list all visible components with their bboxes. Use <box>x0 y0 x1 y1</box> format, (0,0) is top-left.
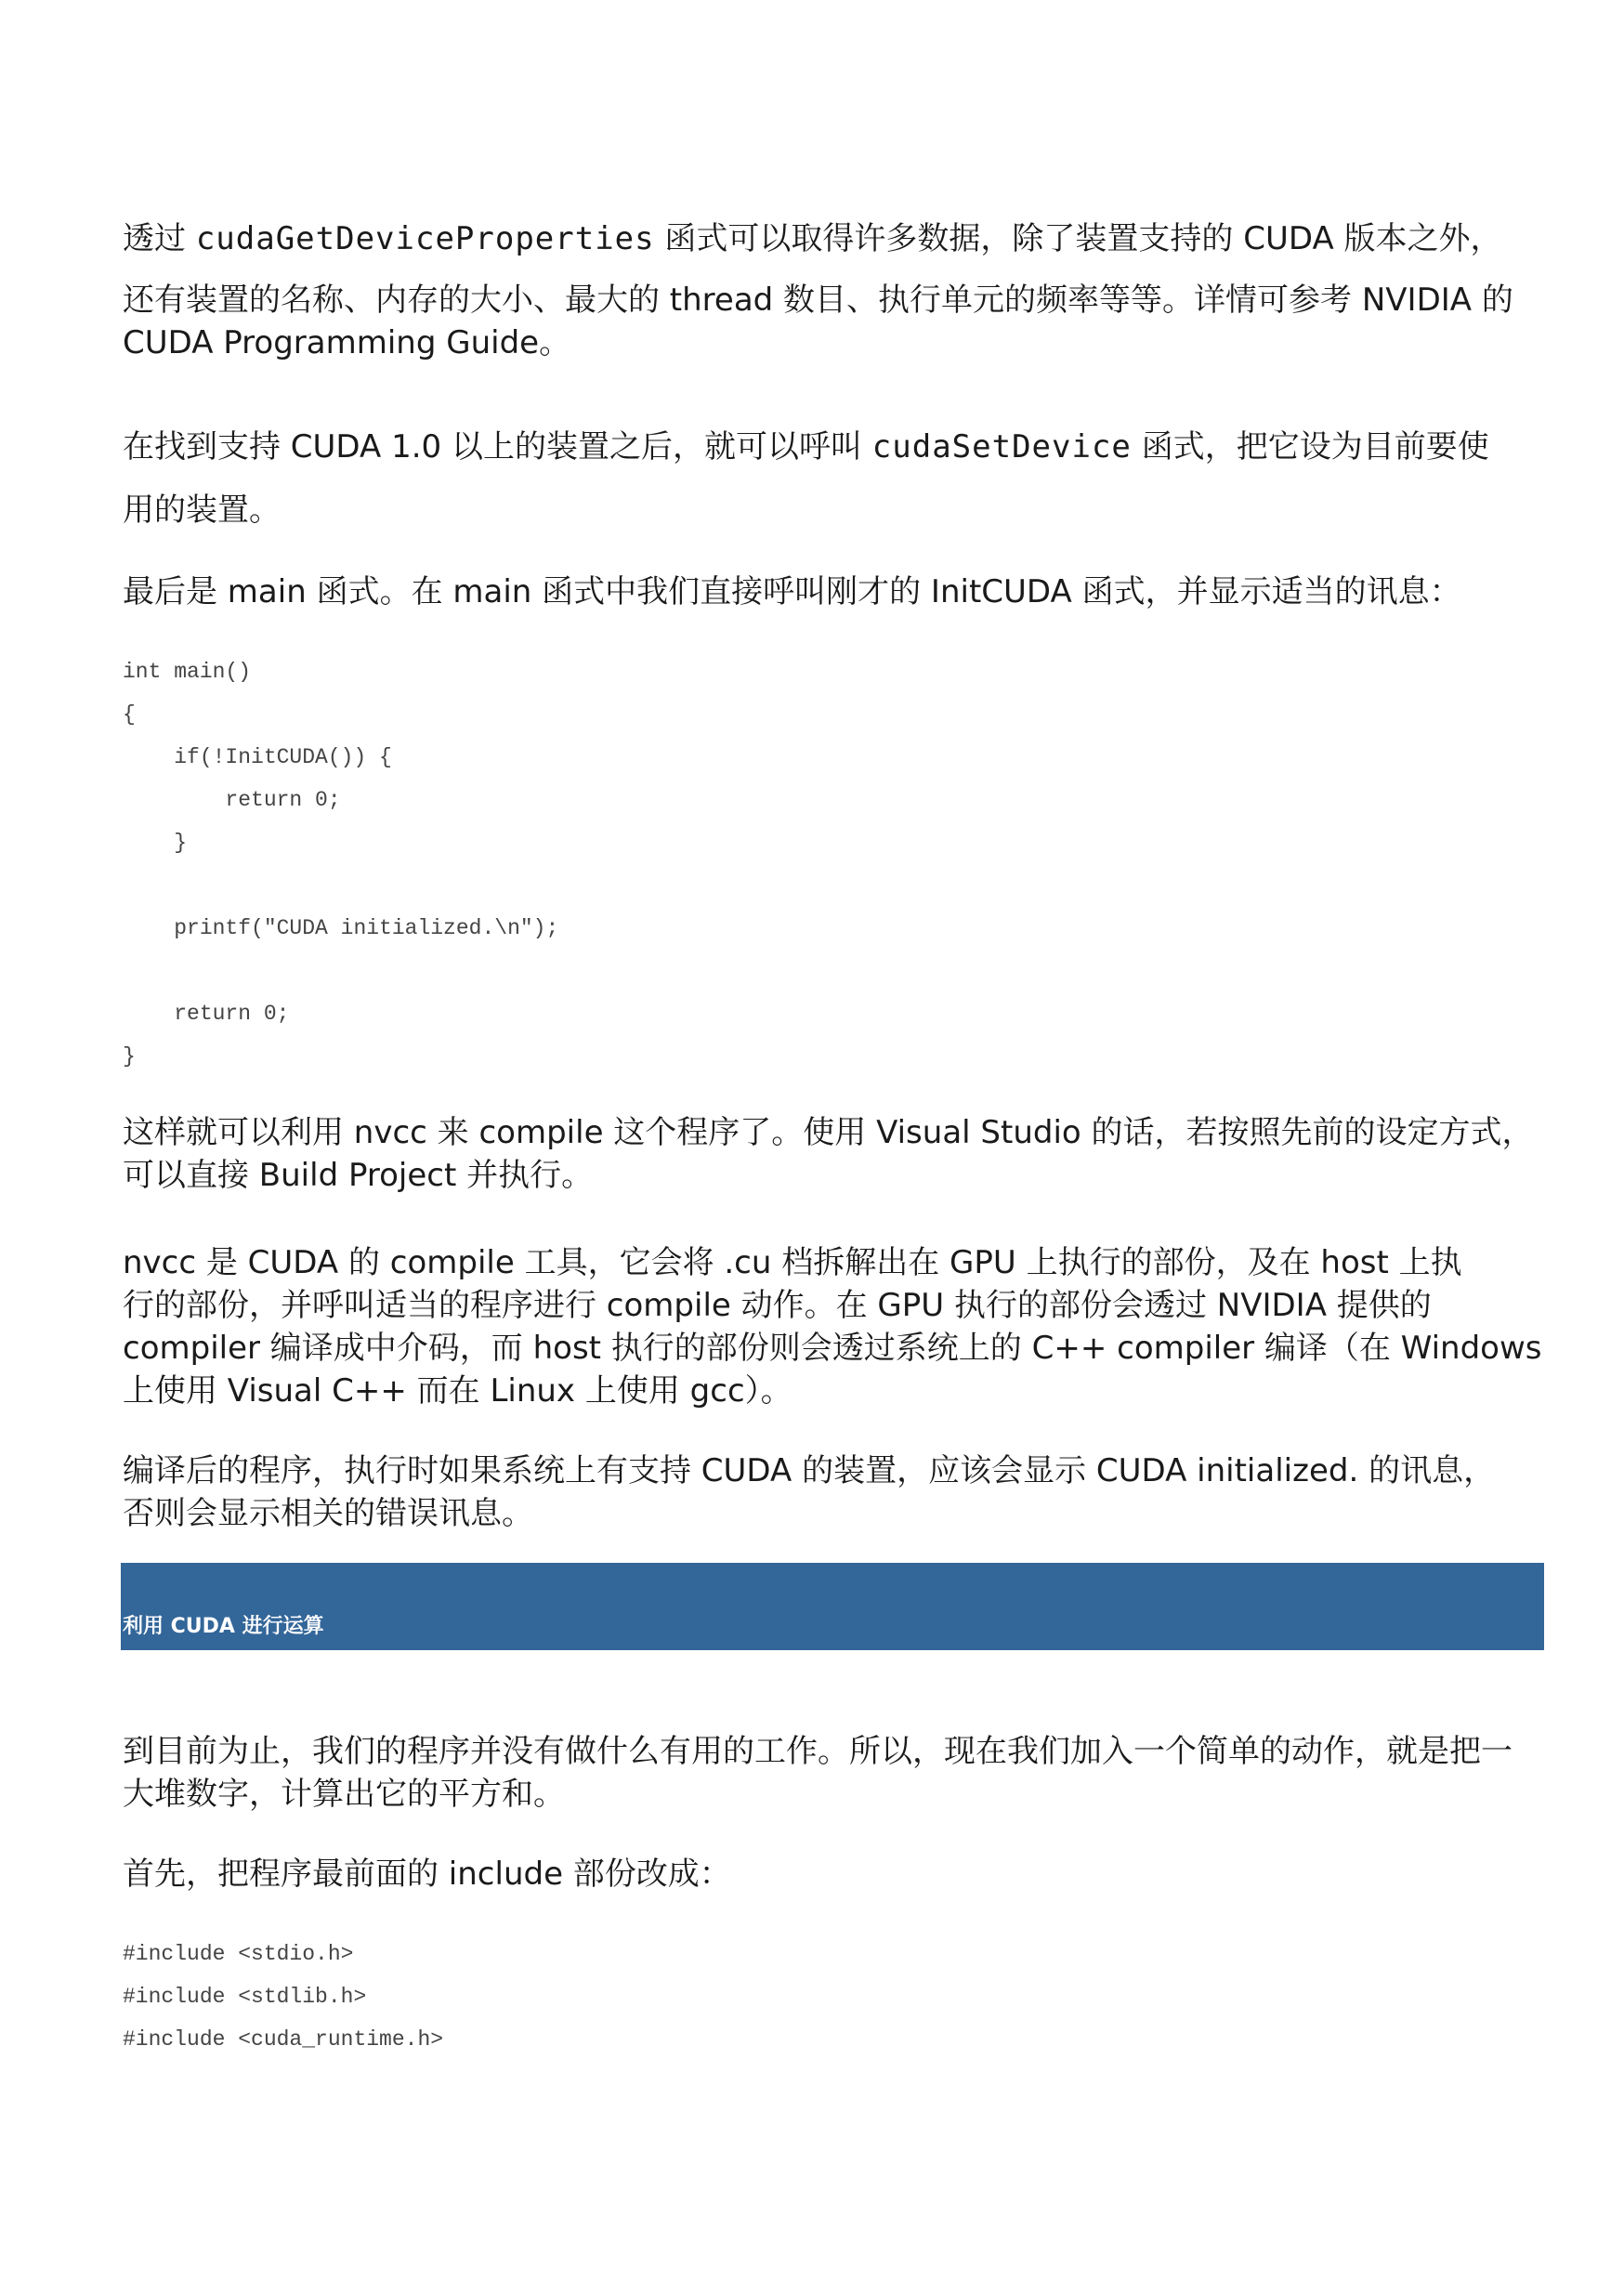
section-header-banner <box>121 1563 1544 1650</box>
code-line: #include <stdio.h> <box>123 1942 354 1966</box>
section-title: 利用 CUDA 进行运算 <box>123 1615 324 1638</box>
code-line: { <box>123 702 136 727</box>
text-line: 否则会显示相关的错误讯息。 <box>123 1495 533 1532</box>
paragraph-nvcc-compile <box>123 1111 1544 1197</box>
text-segment: 透过 <box>123 220 196 257</box>
code-line: #include <stdlib.h> <box>123 1985 367 2009</box>
text-line: 大堆数字，计算出它的平方和。 <box>123 1776 565 1813</box>
text-line: compiler 编译成中介码，而 host 执行的部份则会透过系统上的 C++ compiler 编译（在 Windows <box>123 1330 1542 1367</box>
text-line: 这样就可以利用 nvcc 来 compile 这个程序了。使用 Visual Studio 的话，若按照先前的设定方式， <box>123 1114 1534 1151</box>
text-line: 编译后的程序，执行时如果系统上有支持 CUDA 的装置，应该会显示 CUDA initialized. 的讯息， <box>123 1452 1496 1489</box>
paragraph-device-properties <box>123 217 1544 260</box>
text-segment: 函式可以取得许多数据，除了装置支持的 CUDA 版本之外， <box>654 220 1502 257</box>
text-line: 最后是 main 函式。在 main 函式中我们直接呼叫刚才的 InitCUDA 函式，并显示适当的讯息： <box>123 573 1461 610</box>
code-block-includes <box>123 1933 443 2061</box>
code-line: if(!InitCUDA()) { <box>123 745 392 769</box>
code-line: return 0; <box>123 1002 290 1026</box>
paragraph-device-properties-line2 <box>123 279 1544 364</box>
text-line: nvcc 是 CUDA 的 compile 工具，它会将 .cu 档拆解出在 GPU 上执行的部份，及在 host 上执 <box>123 1244 1462 1281</box>
text-segment: 函式，把它设为目前要使 <box>1131 428 1489 466</box>
text-line: 首先，把程序最前面的 include 部份改成： <box>123 1856 731 1893</box>
code-line: int main() <box>123 660 252 684</box>
code-line: } <box>123 1044 136 1069</box>
paragraph-compiled-program <box>123 1449 1544 1535</box>
text-line: 上使用 Visual C++ 而在 Linux 上使用 gcc）。 <box>123 1372 792 1410</box>
paragraph-sum-of-squares <box>123 1730 1544 1816</box>
text-line: 到目前为止，我们的程序并没有做什么有用的工作。所以，现在我们加入一个简单的动作，就是把一 <box>123 1733 1513 1770</box>
code-line: return 0; <box>123 788 341 812</box>
inline-code-cudaSetDevice: cudaSetDevice <box>871 428 1132 466</box>
code-line: #include <cuda_runtime.h> <box>123 2027 444 2052</box>
paragraph-set-device <box>123 426 1544 468</box>
text-line: 用的装置。 <box>123 492 281 529</box>
text-line: 还有装置的名称、内存的大小、最大的 thread 数目、执行单元的频率等等。详情可参考 NVIDIA 的 <box>123 282 1513 319</box>
code-line: printf("CUDA initialized.\n"); <box>123 916 559 940</box>
paragraph-main-function <box>123 570 1544 613</box>
paragraph-set-device-line2 <box>123 489 1544 531</box>
paragraph-nvcc-explanation <box>123 1241 1544 1412</box>
inline-code-cudaGetDeviceProperties: cudaGetDeviceProperties <box>195 220 655 257</box>
code-block-main <box>123 650 558 1078</box>
text-segment: 在找到支持 CUDA 1.0 以上的装置之后，就可以呼叫 <box>123 428 872 466</box>
code-line: } <box>123 831 188 855</box>
paragraph-include-change <box>123 1853 1544 1895</box>
text-line: 行的部份，并呼叫适当的程序进行 compile 动作。在 GPU 执行的部份会透过 NVIDIA 提供的 <box>123 1287 1432 1324</box>
text-line: CUDA Programming Guide。 <box>123 324 571 361</box>
code-line <box>123 950 558 992</box>
text-line: 可以直接 Build Project 并执行。 <box>123 1157 594 1194</box>
code-line <box>123 864 558 907</box>
